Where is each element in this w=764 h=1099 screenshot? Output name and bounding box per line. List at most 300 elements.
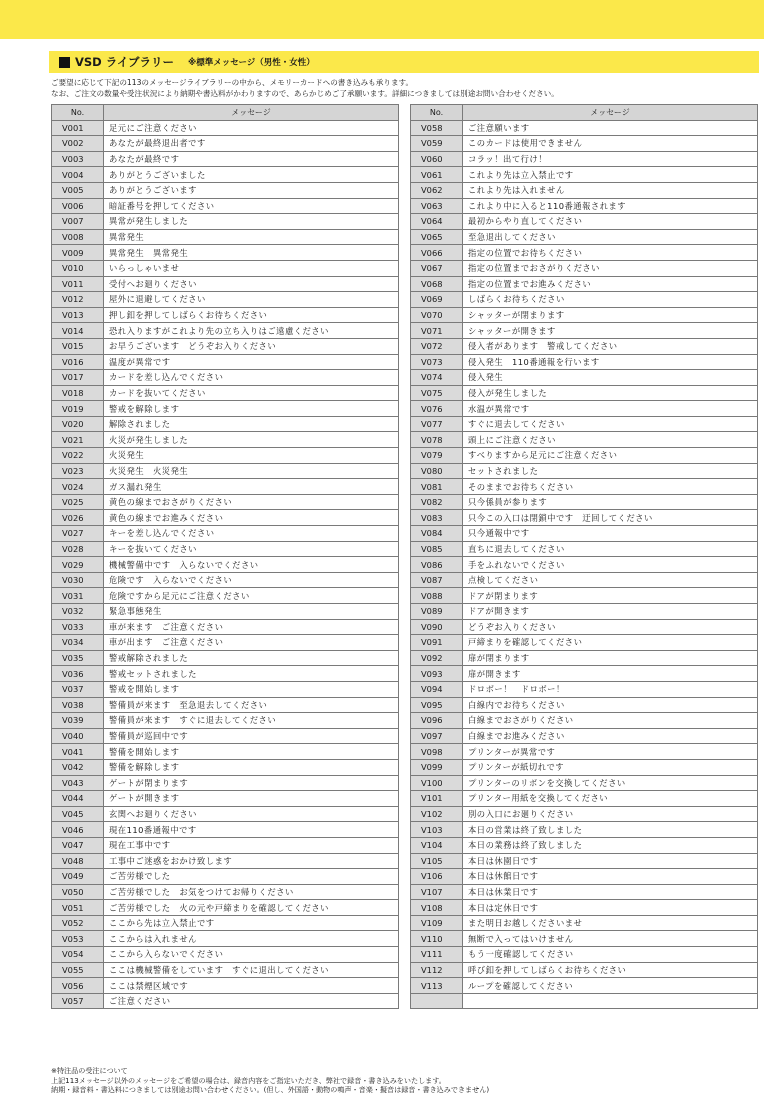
table-row xyxy=(52,479,399,495)
message-text: 押し釦を押してしばらくお待ちください xyxy=(104,307,399,323)
message-text: 指定の位置までおさがりください xyxy=(463,260,758,276)
message-text: そのままでお待ちください xyxy=(463,479,758,495)
table-header-row xyxy=(411,105,758,121)
table-row xyxy=(411,448,758,464)
message-text: ガス漏れ発生 xyxy=(104,479,399,495)
message-number: V051 xyxy=(52,900,104,916)
message-text: ここから先は立入禁止です xyxy=(104,915,399,931)
intro-line-1: ご要望に応じて下記の113のメッセージライブラリーの中から、メモリーカードへの書き込みも承ります。 xyxy=(51,78,414,87)
message-text: 侵入発生 xyxy=(463,370,758,386)
message-number: V002 xyxy=(52,136,104,152)
table-row xyxy=(411,385,758,401)
message-text: 警備を解除します xyxy=(104,759,399,775)
message-number: V113 xyxy=(411,978,463,994)
message-text: 本日は休業日です xyxy=(463,884,758,900)
message-number: V106 xyxy=(411,869,463,885)
message-text: ご注意ください xyxy=(104,993,399,1009)
message-number: V020 xyxy=(52,416,104,432)
table-row xyxy=(52,510,399,526)
message-text: 警備員が来ます すぐに退去してください xyxy=(104,713,399,729)
table-row xyxy=(411,806,758,822)
message-text: 警備員が巡回中です xyxy=(104,728,399,744)
message-text: 指定の位置までお進みください xyxy=(463,276,758,292)
table-row xyxy=(411,276,758,292)
message-number: V052 xyxy=(52,915,104,931)
intro-line-2: なお、ご注文の数量や受注状況により納期や書込料がかわりますので、あらかじめご了承願います。詳細につきましては別途お問い合わせください。 xyxy=(51,88,559,98)
message-text: ご苦労様でした xyxy=(104,869,399,885)
table-row xyxy=(411,229,758,245)
table-row xyxy=(411,775,758,791)
table-row xyxy=(411,713,758,729)
message-text: 只今係員が参ります xyxy=(463,494,758,510)
message-number: V009 xyxy=(52,245,104,261)
message-text: 温度が異常です xyxy=(104,354,399,370)
message-number: V024 xyxy=(52,479,104,495)
table-row xyxy=(52,120,399,136)
message-text: 玄関へお廻りください xyxy=(104,806,399,822)
message-number: V091 xyxy=(411,635,463,651)
message-number: V087 xyxy=(411,572,463,588)
top-yellow-band xyxy=(0,0,764,39)
message-number: V078 xyxy=(411,432,463,448)
message-number: V085 xyxy=(411,541,463,557)
table-row xyxy=(411,370,758,386)
message-number: V036 xyxy=(52,666,104,682)
message-number: V049 xyxy=(52,869,104,885)
message-number: V015 xyxy=(52,338,104,354)
message-number: V093 xyxy=(411,666,463,682)
message-number: V043 xyxy=(52,775,104,791)
message-text: ドアが閉まります xyxy=(463,588,758,604)
table-row xyxy=(411,292,758,308)
message-text: 頭上にご注意ください xyxy=(463,432,758,448)
table-row xyxy=(411,572,758,588)
message-text: 危険ですから足元にご注意ください xyxy=(104,588,399,604)
table-row xyxy=(52,869,399,885)
message-text: 車が来ます ご注意ください xyxy=(104,619,399,635)
message-text: これより先は立入禁止です xyxy=(463,167,758,183)
message-number: V075 xyxy=(411,385,463,401)
message-number: V041 xyxy=(52,744,104,760)
message-text: 至急退出してください xyxy=(463,229,758,245)
table-row xyxy=(411,728,758,744)
message-number: V110 xyxy=(411,931,463,947)
message-text: 呼び釦を押してしばらくお待ちください xyxy=(463,962,758,978)
table-row xyxy=(52,947,399,963)
table-row xyxy=(411,260,758,276)
message-number: V056 xyxy=(52,978,104,994)
message-text: 異常発生 xyxy=(104,229,399,245)
table-row xyxy=(52,136,399,152)
table-row xyxy=(52,167,399,183)
message-text: 只今通報中です xyxy=(463,526,758,542)
table-row xyxy=(411,541,758,557)
table-row xyxy=(52,931,399,947)
message-text: 本日の業務は終了致しました xyxy=(463,837,758,853)
message-text: カードを抜いてください xyxy=(104,385,399,401)
message-number: V111 xyxy=(411,947,463,963)
message-number: V080 xyxy=(411,463,463,479)
column-header-message: メッセージ xyxy=(104,105,399,121)
message-number: V004 xyxy=(52,167,104,183)
table-row xyxy=(52,915,399,931)
message-number: V039 xyxy=(52,713,104,729)
message-text: 火災発生 火災発生 xyxy=(104,463,399,479)
message-text: 緊急事態発生 xyxy=(104,604,399,620)
message-text: また明日お越しくださいませ xyxy=(463,915,758,931)
message-number: V028 xyxy=(52,541,104,557)
message-number: V050 xyxy=(52,884,104,900)
message-text: ドロボー！ ドロボー！ xyxy=(463,681,758,697)
table-row xyxy=(52,245,399,261)
message-text: 機械警備中です 入らないでください xyxy=(104,557,399,573)
message-number: V067 xyxy=(411,260,463,276)
table-row xyxy=(411,214,758,230)
message-text: プリンターが紙切れです xyxy=(463,759,758,775)
table-row xyxy=(52,822,399,838)
message-number: V068 xyxy=(411,276,463,292)
message-text: 警戒セットされました xyxy=(104,666,399,682)
message-text: ドアが開きます xyxy=(463,604,758,620)
message-text: お早うございます どうぞお入りください xyxy=(104,338,399,354)
message-number: V108 xyxy=(411,900,463,916)
message-text: 戸締まりを確認してください xyxy=(463,635,758,651)
message-number: V058 xyxy=(411,120,463,136)
table-row xyxy=(52,619,399,635)
table-row xyxy=(411,198,758,214)
table-row xyxy=(52,604,399,620)
message-number: V001 xyxy=(52,120,104,136)
message-text xyxy=(463,993,758,1009)
message-text: 警備を開始します xyxy=(104,744,399,760)
message-number: V053 xyxy=(52,931,104,947)
table-row xyxy=(52,276,399,292)
message-text: ゲートが閉まります xyxy=(104,775,399,791)
message-number: V054 xyxy=(52,947,104,963)
message-text: 恐れ入りますがこれより先の立ち入りはご遠慮ください xyxy=(104,323,399,339)
message-number: V063 xyxy=(411,198,463,214)
table-row xyxy=(52,354,399,370)
table-row xyxy=(411,853,758,869)
table-row xyxy=(52,198,399,214)
message-text: どうぞお入りください xyxy=(463,619,758,635)
message-number: V033 xyxy=(52,619,104,635)
table-row xyxy=(411,604,758,620)
message-text: 無断で入ってはいけません xyxy=(463,931,758,947)
message-number: V031 xyxy=(52,588,104,604)
section-header xyxy=(49,51,759,73)
table-row xyxy=(52,151,399,167)
table-row xyxy=(52,557,399,573)
message-text: すぐに退去してください xyxy=(463,416,758,432)
table-row xyxy=(52,214,399,230)
table-row xyxy=(52,260,399,276)
message-text: これより中に入ると110番通報されます xyxy=(463,198,758,214)
table-row xyxy=(411,307,758,323)
message-text: 白線内でお待ちください xyxy=(463,697,758,713)
table-row xyxy=(52,993,399,1009)
message-text: 暗証番号を押してください xyxy=(104,198,399,214)
message-text: ここから入らないでください xyxy=(104,947,399,963)
message-number: V008 xyxy=(52,229,104,245)
message-text: ありがとうございました xyxy=(104,167,399,183)
table-row xyxy=(52,541,399,557)
table-row xyxy=(411,993,758,1009)
message-text: 火災発生 xyxy=(104,448,399,464)
table-row xyxy=(52,229,399,245)
message-text: すべりますから足元にご注意ください xyxy=(463,448,758,464)
message-number: V104 xyxy=(411,837,463,853)
message-number: V017 xyxy=(52,370,104,386)
message-number: V006 xyxy=(52,198,104,214)
message-number: V011 xyxy=(52,276,104,292)
message-text: 点検してください xyxy=(463,572,758,588)
table-row xyxy=(411,681,758,697)
message-text: しばらくお待ちください xyxy=(463,292,758,308)
message-number: V096 xyxy=(411,713,463,729)
message-text: 警備員が来ます 至急退去してください xyxy=(104,697,399,713)
message-number: V073 xyxy=(411,354,463,370)
message-text: 扉が開きます xyxy=(463,666,758,682)
table-row xyxy=(52,728,399,744)
page-title: VSD ライブラリー xyxy=(75,55,175,69)
message-text: ご注意願います xyxy=(463,120,758,136)
message-number: V021 xyxy=(52,432,104,448)
table-row xyxy=(52,978,399,994)
table-row xyxy=(52,463,399,479)
table-row xyxy=(411,245,758,261)
table-row xyxy=(411,338,758,354)
message-text: 異常発生 異常発生 xyxy=(104,245,399,261)
message-text: 扉が閉まります xyxy=(463,650,758,666)
message-number: V090 xyxy=(411,619,463,635)
table-row xyxy=(52,962,399,978)
message-number: V089 xyxy=(411,604,463,620)
table-row xyxy=(52,416,399,432)
table-row xyxy=(411,120,758,136)
message-number: V044 xyxy=(52,791,104,807)
message-text: 火災が発生しました xyxy=(104,432,399,448)
table-row xyxy=(52,791,399,807)
table-row xyxy=(52,338,399,354)
message-number: V026 xyxy=(52,510,104,526)
table-row xyxy=(411,167,758,183)
message-number: V070 xyxy=(411,307,463,323)
message-text: 警戒解除されました xyxy=(104,650,399,666)
message-number: V102 xyxy=(411,806,463,822)
table-row xyxy=(411,837,758,853)
message-number: V084 xyxy=(411,526,463,542)
message-number: V074 xyxy=(411,370,463,386)
table-row xyxy=(411,588,758,604)
message-text: 警戒を開始します xyxy=(104,681,399,697)
message-number: V062 xyxy=(411,182,463,198)
message-number: V086 xyxy=(411,557,463,573)
table-row xyxy=(411,323,758,339)
table-row xyxy=(411,432,758,448)
message-text: 本日は休園日です xyxy=(463,853,758,869)
message-text: 黄色の線までお進みください xyxy=(104,510,399,526)
message-number: V025 xyxy=(52,494,104,510)
message-number: V003 xyxy=(52,151,104,167)
message-text: コラッ！出て行け！ xyxy=(463,151,758,167)
column-header-no: No. xyxy=(52,105,104,121)
message-text: 工事中ご迷惑をおかけ致します xyxy=(104,853,399,869)
table-row xyxy=(411,182,758,198)
table-row xyxy=(52,572,399,588)
message-text: プリンターのリボンを交換してください xyxy=(463,775,758,791)
message-text: カードを差し込んでください xyxy=(104,370,399,386)
message-number: V035 xyxy=(52,650,104,666)
table-row xyxy=(411,697,758,713)
message-text: 手をふれないでください xyxy=(463,557,758,573)
message-text: ご苦労様でした 火の元や戸締まりを確認してください xyxy=(104,900,399,916)
message-number: V079 xyxy=(411,448,463,464)
message-text: ループを確認してください xyxy=(463,978,758,994)
message-text: ここは機械警備をしています すぐに退出してください xyxy=(104,962,399,978)
message-text: ご苦労様でした お気をつけてお帰りください xyxy=(104,884,399,900)
message-text: プリンターが異常です xyxy=(463,744,758,760)
message-number: V109 xyxy=(411,915,463,931)
message-number: V076 xyxy=(411,401,463,417)
message-text: ゲートが開きます xyxy=(104,791,399,807)
message-text: 直ちに退去してください xyxy=(463,541,758,557)
message-text: 侵入発生 110番通報を行います xyxy=(463,354,758,370)
message-number: V095 xyxy=(411,697,463,713)
table-row xyxy=(411,822,758,838)
table-row xyxy=(52,448,399,464)
message-number: V013 xyxy=(52,307,104,323)
table-row xyxy=(411,915,758,931)
message-text: 車が出ます ご注意ください xyxy=(104,635,399,651)
table-row xyxy=(52,588,399,604)
message-text: キーを差し込んでください xyxy=(104,526,399,542)
table-row xyxy=(52,370,399,386)
message-number: V019 xyxy=(52,401,104,417)
table-body-right xyxy=(411,120,758,1009)
table-row xyxy=(52,385,399,401)
message-number: V027 xyxy=(52,526,104,542)
message-text: 黄色の線までおさがりください xyxy=(104,494,399,510)
table-row xyxy=(52,681,399,697)
table-row xyxy=(52,182,399,198)
message-number: V071 xyxy=(411,323,463,339)
table-row xyxy=(52,775,399,791)
black-square-icon xyxy=(59,57,70,68)
message-number: V010 xyxy=(52,260,104,276)
message-text: これより先は入れません xyxy=(463,182,758,198)
message-number: V046 xyxy=(52,822,104,838)
message-number: V034 xyxy=(52,635,104,651)
message-number: V083 xyxy=(411,510,463,526)
footer-line-1: ※特注品の受注について xyxy=(51,1066,128,1075)
message-number: V060 xyxy=(411,151,463,167)
message-number: V037 xyxy=(52,681,104,697)
table-row xyxy=(411,947,758,963)
message-text: ありがとうございます xyxy=(104,182,399,198)
message-text: 警戒を解除します xyxy=(104,401,399,417)
table-body-left xyxy=(52,120,399,1009)
table-row xyxy=(52,853,399,869)
table-row xyxy=(411,962,758,978)
message-text: 危険です 入らないでください xyxy=(104,572,399,588)
message-number: V029 xyxy=(52,557,104,573)
message-number: V072 xyxy=(411,338,463,354)
message-text: 現在工事中です xyxy=(104,837,399,853)
table-row xyxy=(52,884,399,900)
message-number: V094 xyxy=(411,681,463,697)
table-header-row xyxy=(52,105,399,121)
message-text: 白線までお進みください xyxy=(463,728,758,744)
table-row xyxy=(52,666,399,682)
column-header-message: メッセージ xyxy=(463,105,758,121)
message-number: V082 xyxy=(411,494,463,510)
message-text: 本日の営業は終了致しました xyxy=(463,822,758,838)
message-number: V092 xyxy=(411,650,463,666)
table-row xyxy=(52,900,399,916)
message-text: 最初からやり直してください xyxy=(463,214,758,230)
footer-line-3: 納期・録音料・書込料につきましては別途お問い合わせください。(但し、外国語・動物の鳴声・音楽・擬音は録音・書き込みできません) xyxy=(51,1085,490,1095)
table-row xyxy=(52,713,399,729)
message-number: V047 xyxy=(52,837,104,853)
message-number: V012 xyxy=(52,292,104,308)
footer-line-2: 上記113メッセージ以外のメッセージをご希望の場合は、録音内容をご指定いただき、弊社で録音・書き込みをいたします。 xyxy=(51,1075,446,1085)
message-number: V069 xyxy=(411,292,463,308)
message-number: V100 xyxy=(411,775,463,791)
table-row xyxy=(411,136,758,152)
table-row xyxy=(411,416,758,432)
table-row xyxy=(411,744,758,760)
message-text: 別の入口にお廻りください xyxy=(463,806,758,822)
table-row xyxy=(411,526,758,542)
table-row xyxy=(52,806,399,822)
message-number: V105 xyxy=(411,853,463,869)
table-row xyxy=(411,557,758,573)
table-row xyxy=(52,650,399,666)
table-row xyxy=(411,791,758,807)
footer-notes xyxy=(51,1066,759,1095)
message-number: V057 xyxy=(52,993,104,1009)
message-text: プリンター用紙を交換してください xyxy=(463,791,758,807)
table-row xyxy=(411,884,758,900)
message-text: 解除されました xyxy=(104,416,399,432)
message-number: V097 xyxy=(411,728,463,744)
message-number: V048 xyxy=(52,853,104,869)
message-number: V042 xyxy=(52,759,104,775)
message-text: ここは禁煙区域です xyxy=(104,978,399,994)
message-number: V077 xyxy=(411,416,463,432)
message-number: V059 xyxy=(411,136,463,152)
page-subtitle: ※標準メッセージ（男性・女性） xyxy=(188,58,315,68)
message-number: V022 xyxy=(52,448,104,464)
table-row xyxy=(411,978,758,994)
message-text: このカードは使用できません xyxy=(463,136,758,152)
message-number xyxy=(411,993,463,1009)
message-text: 本日は休館日です xyxy=(463,869,758,885)
message-table-right xyxy=(410,104,758,1009)
table-row xyxy=(411,666,758,682)
table-row xyxy=(52,401,399,417)
table-row xyxy=(52,697,399,713)
message-number: V101 xyxy=(411,791,463,807)
message-text: ここからは入れません xyxy=(104,931,399,947)
message-text: 本日は定休日です xyxy=(463,900,758,916)
message-number: V045 xyxy=(52,806,104,822)
table-row xyxy=(411,650,758,666)
table-row xyxy=(411,401,758,417)
message-number: V107 xyxy=(411,884,463,900)
table-row xyxy=(52,494,399,510)
